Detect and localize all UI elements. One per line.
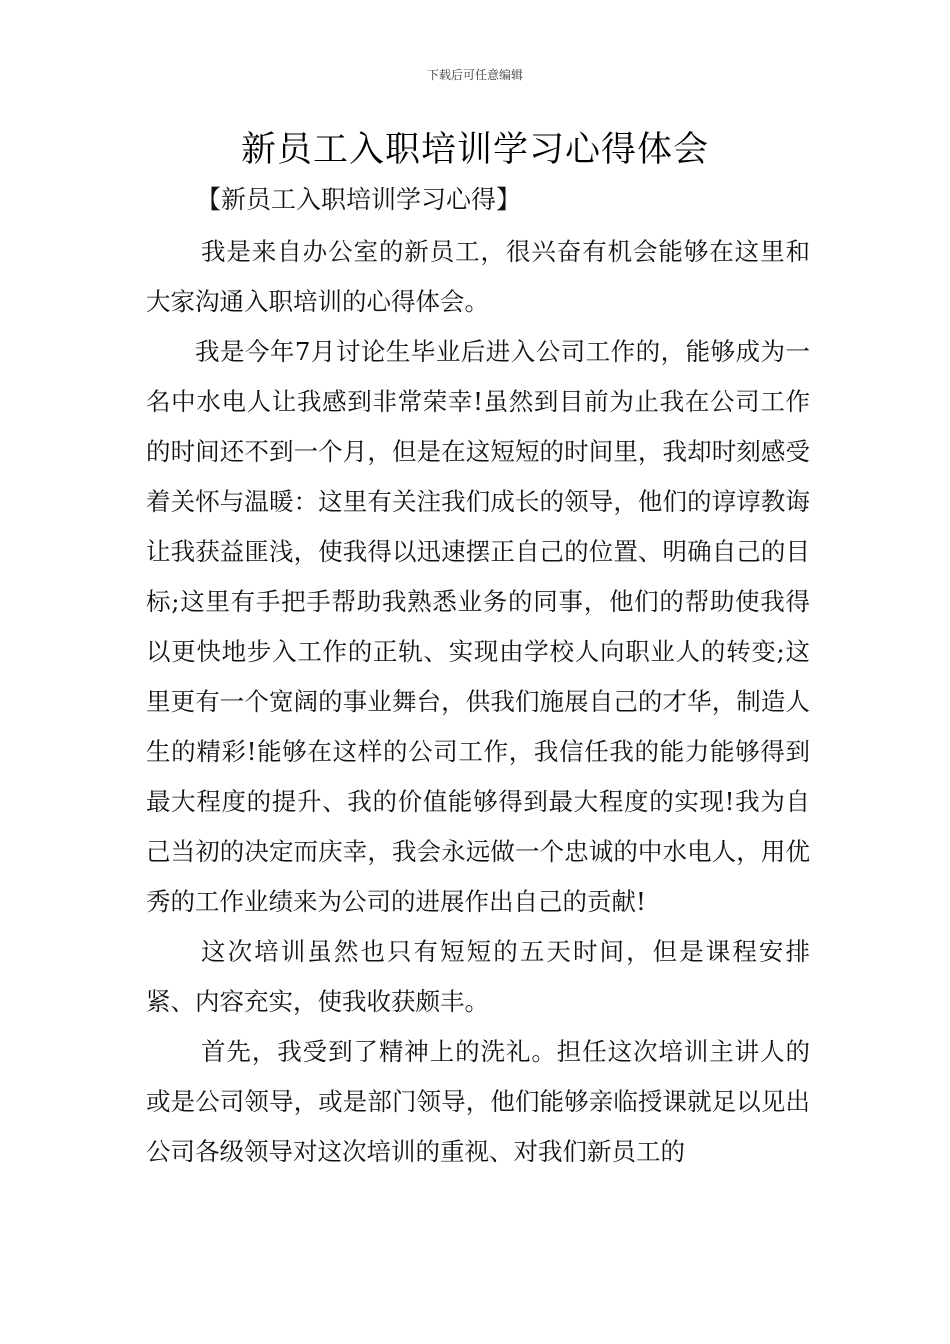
paragraph-background: 我是今年7月讨论生毕业后进入公司工作的，能够成为一名中水电人让我感到非常荣幸!虽然到目前为止我在公司工作的时间还不到一个月，但是在这短短的时间里，我却时刻感受着关怀与温暖：这里有关注我们成长的领导，他们的谆谆教诲让我获益匪浅，使我得以迅速摆正自己的位置、明确自己的目标;这里有手把手帮助我熟悉业务的同事，他们的帮助使我得以更快地步入工作的正轨、实现由学校人向职业人的转变;这里更有一个宽阔的事业舞台，供我们施展自己的才华，制造人生的精彩!能够在这样的公司工作，我信任我的能力能够得到最大程度的提升、我的价值能够得到最大程度的实现!我为自己当初的决定而庆幸，我会永远做一个忠诚的中水电人，用优秀的工作业绩来为公司的进展作出自己的贡献!: [146, 337, 810, 916]
page-header-note: 下载后可任意编辑: [426, 68, 523, 82]
document-body: [146, 227, 810, 1177]
paragraph-training-summary: 这次培训虽然也只有短短的五天时间，但是课程安排紧、内容充实，使我收获颇丰。: [146, 937, 810, 1016]
section-label: 【新员工入职培训学习心得】: [196, 185, 522, 214]
paragraph-first-point: 首先，我受到了精神上的洗礼。担任这次培训主讲人的或是公司领导，或是部门领导，他们能够亲临授课就足以见出公司各级领导对这次培训的重视、对我们新员工的: [146, 1037, 810, 1166]
document-title: 新员工入职培训学习心得体会: [240, 130, 709, 170]
paragraph-intro: 我是来自办公室的新员工，很兴奋有机会能够在这里和大家沟通入职培训的心得体会。: [146, 237, 810, 316]
